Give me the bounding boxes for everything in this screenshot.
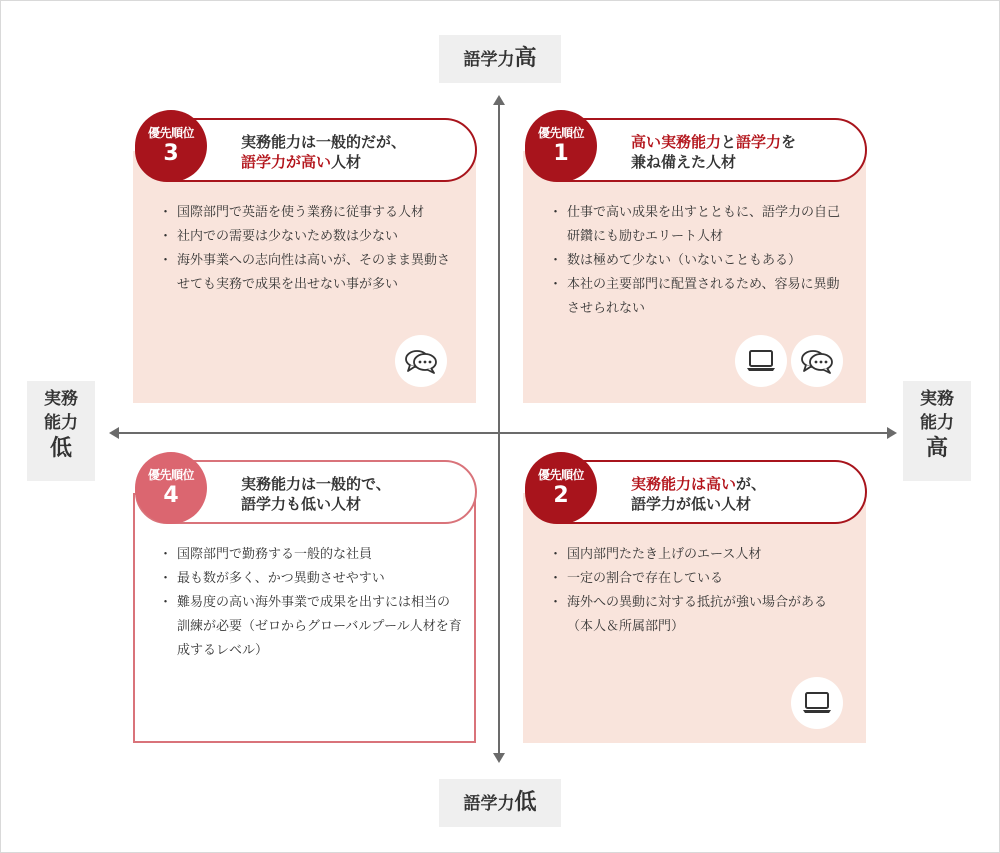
axis-label-skill-low [27,381,95,481]
list-item: ・ 国際部門で勤務する一般的な社員 [157,543,462,567]
quadrant-4-list [157,543,462,663]
q1-title-end: を [781,133,797,151]
priority-label: 優先順位 [537,126,584,140]
vertical-axis-line [498,103,500,753]
priority-badge-3 [135,110,207,182]
priority-number: 3 [163,141,179,166]
chat-icon [395,335,447,387]
list-item: ・ 仕事で高い成果を出すとともに、語学力の自己研鑽にも励むエリート人材 [547,201,852,249]
q3-title-line1: 実務能力は一般的だが、 [241,133,407,151]
q1-title-line2: 兼ね備えた人材 [631,153,737,171]
list-item: ・ 海外事業への志向性は高いが、そのまま異動させても実務で成果を出せない事が多い [157,249,462,297]
q3-title-rest: 人材 [331,153,362,171]
priority-number: 4 [163,483,179,508]
list-item: ・ 社内での需要は少ないため数は少ない [157,225,462,249]
priority-number: 2 [553,483,569,508]
arrow-right-icon [887,427,897,439]
list-item: ・ 本社の主要部門に配置されるため、容易に異動させられない [547,273,852,321]
axis-left-line1: 実務 [44,389,78,409]
list-item: ・ 国内部門たたき上げのエース人材 [547,543,852,567]
priority-label: 優先順位 [537,468,584,482]
axis-right-line2: 能力 [920,413,954,433]
axis-bottom-level: 低 [514,790,537,815]
priority-label: 優先順位 [147,468,194,482]
axis-left-line2: 能力 [44,413,78,433]
list-item: ・ 一定の割合で存在している [547,567,852,591]
priority-badge-2 [525,452,597,524]
axis-top-level: 高 [514,46,537,71]
arrow-down-icon [493,753,505,763]
axis-label-language-low [439,779,561,827]
laptop-icon [791,677,843,729]
quadrant-3-list [157,201,462,297]
axis-top-prefix: 語学力 [463,50,515,70]
quadrant-2-list [547,543,852,639]
laptop-icon [735,335,787,387]
quadrant-1-list [547,201,852,321]
priority-badge-1 [525,110,597,182]
horizontal-axis-line [119,432,887,434]
list-item: ・ 数は極めて少ない（いないこともある） [547,249,852,273]
q2-title-line2: 語学力が低い人材 [631,495,752,513]
q4-title-line1: 実務能力は一般的で、 [241,475,391,493]
list-item: ・ 国際部門で英語を使う業務に従事する人材 [157,201,462,225]
axis-left-level: 低 [49,436,72,461]
axis-bottom-prefix: 語学力 [463,794,515,814]
axis-label-language-high [439,35,561,83]
chat-icon [791,335,843,387]
list-item: ・ 最も数が多く、かつ異動させやすい [157,567,462,591]
axis-right-line1: 実務 [920,389,954,409]
arrow-up-icon [493,95,505,105]
q4-title-line2: 語学力も低い人材 [241,495,362,513]
axis-right-level: 高 [925,436,948,461]
q2-title-rest: が、 [736,475,767,493]
q3-title-highlight: 語学力が高い [241,153,332,171]
q2-title-highlight: 実務能力は高い [631,475,737,493]
q1-title-mid: と [721,133,737,151]
list-item: ・ 海外への異動に対する抵抗が強い場合がある（本人＆所属部門） [547,591,852,639]
priority-number: 1 [553,141,569,166]
q1-title-highlight-a: 高い実務能力 [631,133,722,151]
list-item: ・ 難易度の高い海外事業で成果を出すには相当の訓練が必要（ゼロからグローバルプール人材を育成するレベル） [157,591,462,663]
q1-title-highlight-b: 語学力 [736,133,782,151]
priority-badge-4 [135,452,207,524]
arrow-left-icon [109,427,119,439]
axis-label-skill-high [903,381,971,481]
priority-label: 優先順位 [147,126,194,140]
